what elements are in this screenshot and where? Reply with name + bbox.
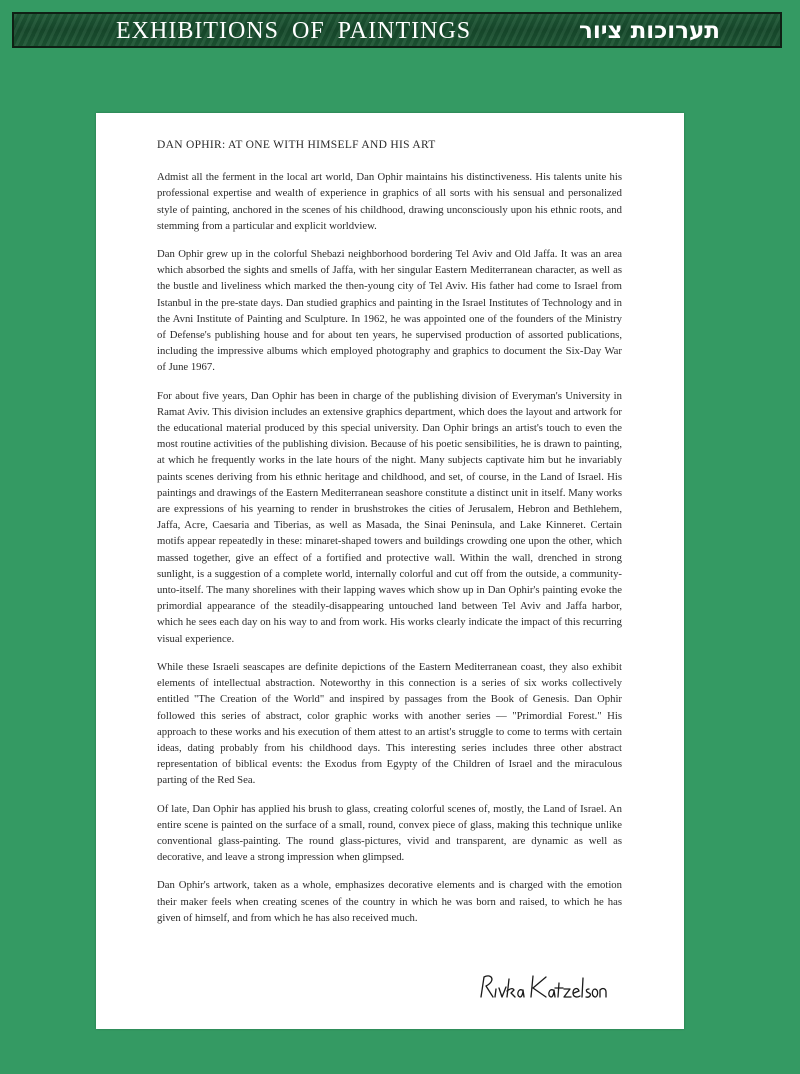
article-paragraph: Of late, Dan Ophir has applied his brush to glass, creating colorful scenes of, mostly, the Land of Israel. An entire scene is painted on the surface of a small, round, convex piece of glass, making this technique unlike conventional glass-painting. The round glass-pictures, vivid and transparent, are dynamic as well as decorative, and leave a strong impression when glimpsed. <box>157 802 622 864</box>
banner-title-en: EXHIBITIONS OF PAINTINGS <box>116 18 472 44</box>
handwritten-signature <box>478 969 608 1003</box>
banner-title-he: תערוכות ציור <box>579 18 720 44</box>
header-banner <box>12 12 782 48</box>
article-paragraph: Dan Ophir grew up in the colorful Shebazi neighborhood bordering Tel Aviv and Old Jaffa. It was an area which absorbed the sights and smells of Jaffa, with her singular Eastern Mediterranean character, as well as the bustle and liveliness which marked the then-young city of Tel Aviv. His father had come to Israel from Istanbul in the pre-state days. Dan studied graphics and painting in the Israel Institutes of Technology and in the Avni Institute of Painting and Sculpture. In 1962, he was appointed one of the founders of the Ministry of Defense's publishing house and for about ten years, he supervised production of assorted publications, including the impressive albums which employed photography and graphics to document the Six-Day War of June 1967. <box>157 248 622 374</box>
document-page <box>96 113 684 1029</box>
article-title: DAN OPHIR: AT ONE WITH HIMSELF AND HIS ART <box>157 139 436 151</box>
article-paragraph: Dan Ophir's artwork, taken as a whole, emphasizes decorative elements and is charged with the emotion their maker feels when creating scenes of the country in which he was born and raised, to which he has given of himself, and from which he has also received much. <box>157 879 622 924</box>
article-paragraph: While these Israeli seascapes are definite depictions of the Eastern Mediterranean coast, they also exhibit elements of intellectual abstraction. Noteworthy in this connection is a series of six works collectively entitled "The Creation of the World" and inspired by passages from the Book of Genesis. Dan Ophir followed this series of abstract, color graphic works with another series — "Primordial Forest." His approach to these works and his execution of them attest to an artist's struggle to come to terms with certain ideas, dating probably from his childhood days. This interesting series includes three other abstract representation of biblical events: the Exodus from Egypty of the Children of Israel and the miraculous parting of the Red Sea. <box>157 660 622 787</box>
article <box>157 137 622 938</box>
article-paragraph: For about five years, Dan Ophir has been in charge of the publishing division of Everyman's University in Ramat Aviv. This division includes an extensive graphics department, which does the layout and artwork for the educational material produced by this special university. Dan Ophir brings an artist's touch to even the most routine activities of the publishing division. Because of his poetic sensibilities, he is drawn to painting, at which he frequently works in the late hours of the night. Many subjects captivate him but he invariably paints scenes deriving from his ethnic heritage and childhood, and set, of course, in the Land of Israel. His paintings and drawings of the Eastern Mediterranean seashore constitute a distinct unit in itself. Many works are expressions of his yearning to render in brushstrokes the cities of Jerusalem, Hebron and Bethlehem, Jaffa, Acre, Caesaria and Tiberias, as well as Masada, the Sinai Peninsula, and Lake Kinneret. Certain motifs appear repeatedly in these: minaret-shaped towers and buildings crowding one upon the other, which massed together, give an effect of a fortified and protective wall. Within the wall, drenched in strong sunlight, is a suggestion of a complete world, internally colorful and cut off from the outside, a community-unto-itself. The many shorelines with their lapping waves which show up in Dan Ophir's painting evoke the primordial appearance of the steadily-disappearing untouched land between Tel Aviv and Jaffa harbor, which he sees each day on his way to and from work. His works clearly indicate the impact of this recurring visual experience. <box>157 389 622 645</box>
article-paragraph: Admist all the ferment in the local art world, Dan Ophir maintains his distinctiveness. His talents unite his professional expertise and wealth of experience in graphics of all sorts with his sensual and personalized style of painting, anchored in the scenes of his childhood, drawing unconsciously upon his ethnic roots, and stemming from a particular and explicit worldview. <box>157 171 622 232</box>
